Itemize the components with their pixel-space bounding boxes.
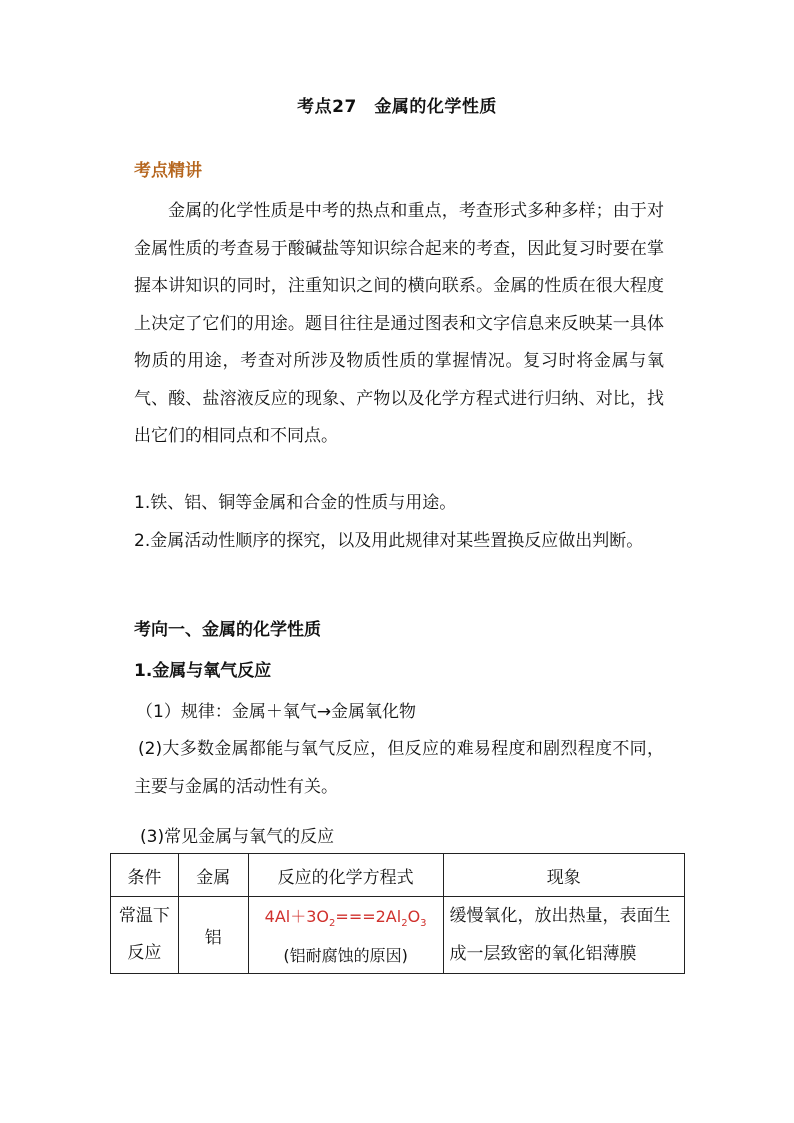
rule-3: (3)常见金属与氧气的反应: [140, 827, 335, 847]
table-row: [111, 897, 685, 974]
intro-paragraph: 金属的化学性质是中考的热点和重点，考查形式多种多样；由于对金属性质的考查易于酸碱盐等知识综合起来的考查，因此复习时要在掌握本讲知识的同时，注重知识之间的横向联系。金属的性质在很大程度上决定了它们的用途。题目往往是通过图表和文字信息来反映某一具体物质的用途，考查对所涉及物质性质的掌握情况。复习时将金属与氧气、酸、盐溶液反应的现象、产物以及化学方程式进行归纳、对比，找出它们的相同点和不同点。: [134, 201, 664, 446]
cell-phenomenon: 缓慢氧化，放出热量，表面生成一层致密的氧化铝薄膜: [443, 897, 684, 974]
header-equation: 反应的化学方程式: [248, 854, 443, 897]
point-2: 2.金属活动性顺序的探究，以及用此规律对某些置换反应做出判断。: [134, 531, 644, 551]
point-1: 1.铁、铝、铜等金属和合金的性质与用途。: [134, 493, 457, 513]
equation-note: (铝耐腐蚀的原因): [283, 946, 408, 966]
header-condition: 条件: [111, 854, 179, 897]
section-heading: 考点精讲: [134, 161, 202, 181]
direction-heading: 考向一、金属的化学性质: [134, 620, 321, 640]
cell-equation: [248, 897, 443, 974]
cell-condition: 常温下反应: [111, 897, 179, 974]
page-title: 考点27 金属的化学性质: [297, 97, 497, 117]
chemical-equation: $4Al+3O_2===2Al_2O_3$: [264, 906, 427, 930]
rule-2: (2)大多数金属都能与氧气反应，但反应的难易程度和剧烈程度不同，主要与金属的活动性有关。: [134, 739, 664, 797]
table-header-row: [111, 854, 685, 897]
subheading-oxygen: 1.金属与氧气反应: [134, 661, 272, 681]
reaction-table: [110, 853, 685, 974]
header-metal: 金属: [178, 854, 248, 897]
rule-1: （1）规律：金属＋氧气→金属氧化物: [136, 702, 417, 722]
header-phenomenon: 现象: [443, 854, 684, 897]
cell-metal: 铝: [178, 897, 248, 974]
